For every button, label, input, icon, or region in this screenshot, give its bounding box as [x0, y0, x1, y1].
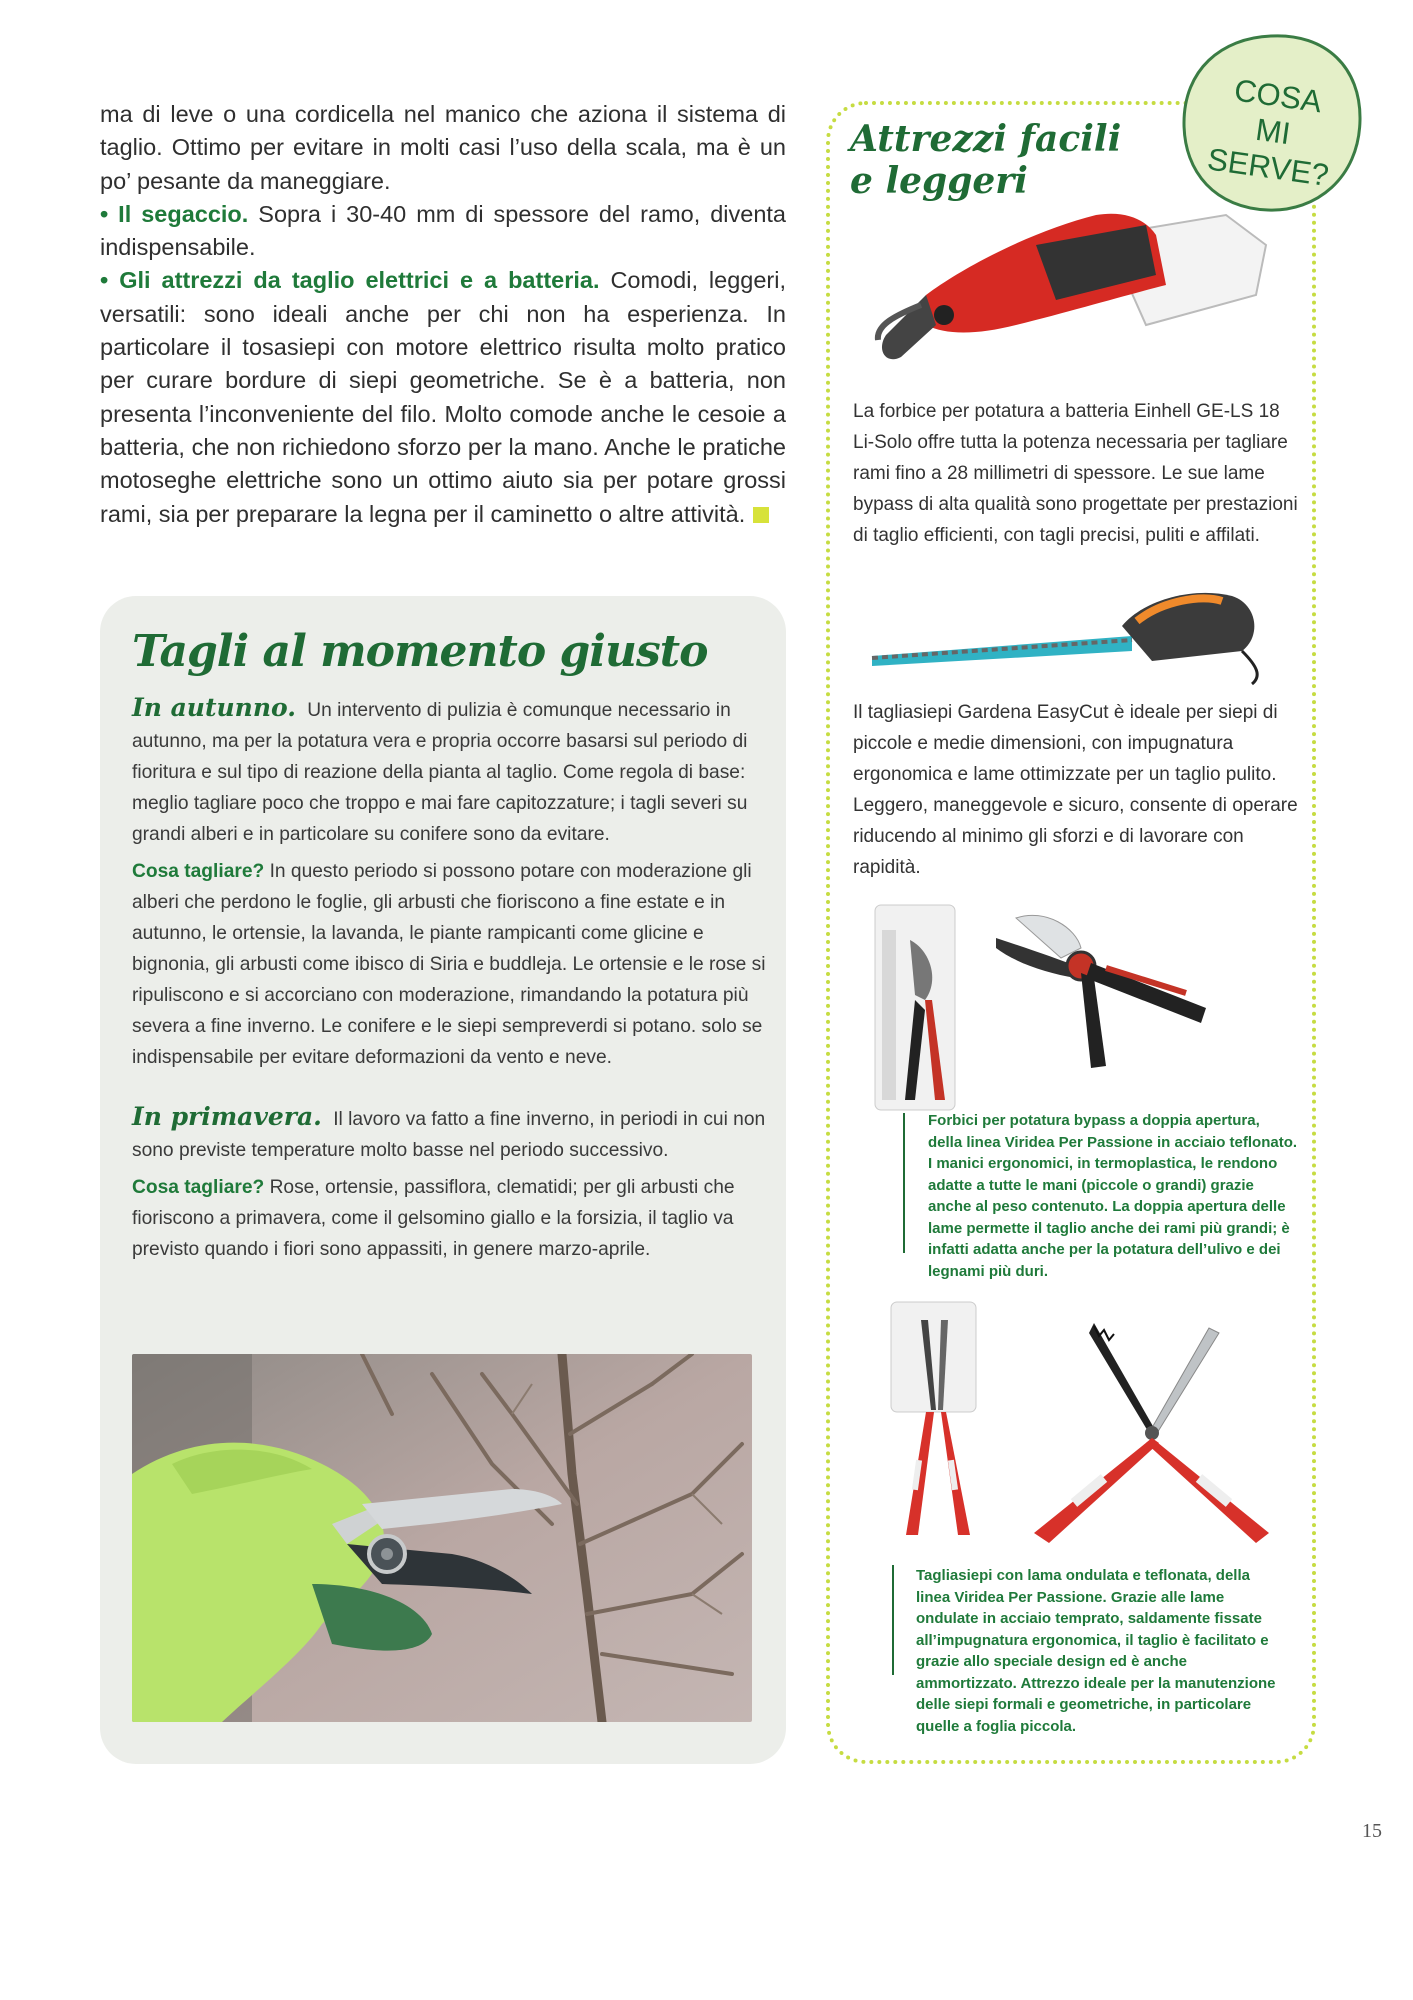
tagli-panel: [100, 596, 786, 1764]
badge-line1: COSA: [1232, 72, 1325, 120]
spring-label: In primavera.: [132, 1102, 322, 1131]
autumn-question: Cosa tagliare?: [132, 861, 265, 882]
bullet-elettrici-label: • Gli attrezzi da taglio elettrici e a batteria.: [100, 267, 600, 294]
battery-pruner-description: La forbice per potatura a batteria Einhell GE-LS 18 Li-Solo offre tutta la potenza necessaria per tagliare rami fino a 28 millimetri di spessore. Le sue lame bypass di alta qualità sono progettate per prestazioni di taglio efficienti, con tagli precisi, puliti e affilati.: [853, 401, 1298, 546]
bullet-segaccio: [100, 198, 786, 265]
autumn-text: Un intervento di pulizia è comunque necessario in autunno, ma per la potatura vera e propria occorre basarsi sul periodo di fioritura e sul tipo di reazione della pianta al taglio. Come regola di base: meglio tagliare poco che troppo e mai fare capitozzature; i tagli severi su grandi alberi e in particolare su conifere sono da evitare.: [132, 700, 748, 845]
hedge-trimmer-description: Il tagliasiepi Gardena EasyCut è ideale per siepi di piccole e medie dimensioni, con impugnatura ergonomica e lame ottimizzate per un taglio pulito. Leggero, maneggevole e sicuro, consente di operare riducendo al minimo gli sforzi e di lavorare con rapidità.: [853, 702, 1298, 878]
autumn-question-paragraph: [132, 856, 772, 1073]
battery-pruner-image: [866, 175, 1286, 375]
bypass-shears-caption: Forbici per potatura bypass a doppia apertura, della linea Viridea Per Passione in acciaio teflonato. I manici ergonomici, in termoplastica, le rendono adatte a tutte le mani (piccole o grandi) grazie anche al peso contenuto. La doppia apertura delle lame permette il taglio anche dei rami più grandi; è infatti adatta anche per la potatura dell’ulivo e dei legnami più duri.: [928, 1112, 1298, 1280]
caption1-line: [903, 1113, 905, 1253]
intro-paragraph: ma di leve o una cordicella nel manico che aziona il sistema di taglio. Ottimo per evitare in molti casi l’uso della scala, ma è un po’ pesante da maneggiare.: [100, 101, 786, 194]
autumn-paragraph: [132, 692, 772, 850]
caption2-line: [892, 1565, 894, 1675]
sidebar-title-line1: Attrezzi facili: [850, 118, 1122, 160]
bullet-elettrici-text: Comodi, leggeri, versatili: sono ideali anche per chi non ha esperienza. In particolare il tosasiepi con motore elettrico risulta molto pratico per curare bordure di siepi geometriche. Se è a batteria, non presenta l’inconveniente del filo. Molto comode anche le cesoie a batteria, che non richiedono sforzo per la mano. Anche le pratiche motoseghe elettriche sono un ottimo aiuto sia per potare grossi rami, sia per preparare la legna per il caminetto o altre attività.: [100, 267, 787, 527]
autumn-label: In autunno.: [132, 693, 296, 722]
pruning-photo: [132, 1354, 752, 1722]
page-number: 15: [1362, 1820, 1382, 1842]
end-mark-icon: [753, 507, 769, 523]
badge-line2: MI SERVE?: [1205, 111, 1331, 193]
bypass-shears-image: [986, 898, 1236, 1078]
spring-question: Cosa tagliare?: [132, 1177, 265, 1198]
panel-title: Tagli al momento giusto: [132, 626, 708, 677]
hedge-shears-caption: Tagliasiepi con lama ondulata e teflonata, della linea Viridea Per Passione. Grazie alle lame ondulate in acciaio temprato, saldamente fissate all’impugnatura ergonomica, il taglio è facilitato e grazie allo speciale design ed è anche ammortizzato. Attrezzo ideale per la manutenzione delle siepi formali e geometriche, in particolare quelle a foglia piccola.: [916, 1567, 1276, 1735]
autumn-question-text: In questo periodo si possono potare con moderazione gli alberi che perdono le foglie, gli arbusti che fioriscono a fine estate e in autunno, le ortensie, la lavanda, le piante rampicanti come glicine e bignonia, gli arbusti come ibisco di Siria e buddleja. Le ortensie e le rose si ripuliscono e si accorciano con moderazione, rimandando la potatura più severa a fine inverno. Le conifere e le siepi sempreverdi si potano. solo se indispensabile per evitare deformazioni da vento e neve.: [132, 861, 766, 1068]
hedge-shears-package-image: [886, 1300, 981, 1540]
bullet-elettrici: [100, 264, 786, 530]
panel-body: [132, 692, 772, 1271]
spring-question-text: Rose, ortensie, passiflora, clematidi; per gli arbusti che fioriscono a primavera, come il gelsomino giallo e la forsizia, il taglio va previsto quando i fiori sono appassiti, in genere marzo-aprile.: [132, 1177, 735, 1260]
intro-text: [100, 98, 786, 531]
bullet-segaccio-text: Sopra i 30-40 mm di spessore del ramo, diventa indispensabile.: [100, 200, 786, 261]
spring-question-paragraph: [132, 1172, 772, 1265]
bullet-segaccio-label: • Il segaccio.: [100, 200, 249, 227]
hedge-shears-image: [1014, 1318, 1294, 1548]
sidebar-title-line2: e leggeri: [850, 160, 1028, 202]
bypass-shears-package-image: [870, 900, 960, 1115]
spring-text: Il lavoro va fatto a fine inverno, in periodi in cui non sono previste temperature molto basse nel periodo successivo.: [132, 1109, 766, 1161]
spring-paragraph: [132, 1101, 772, 1166]
electric-hedge-trimmer-image: [862, 566, 1282, 686]
